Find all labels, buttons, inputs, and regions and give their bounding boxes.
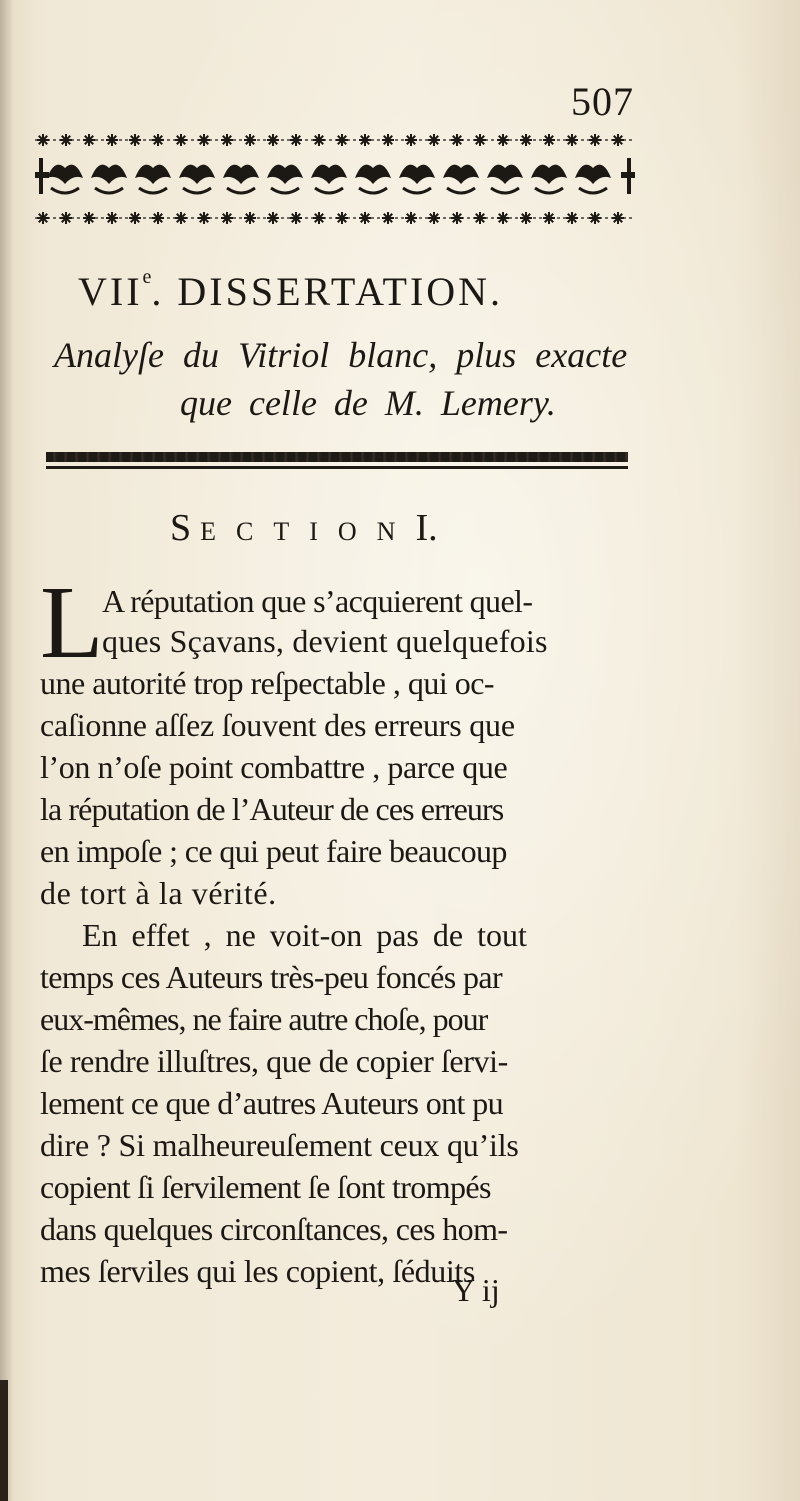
body-line: copient ſi ſervilement ſe ſont trompés bbox=[40, 1169, 491, 1205]
body-line: eux-mêmes, ne faire autre choſe, pour bbox=[40, 1001, 488, 1037]
gutter-shadow bbox=[0, 0, 14, 1501]
section-initial: S bbox=[170, 507, 192, 549]
subtitle-line-2: que celle de M. Lemery. bbox=[180, 383, 556, 423]
body-line: caſionne aſſez ſouvent des erreurs que bbox=[40, 707, 515, 743]
section-word: ECTION bbox=[200, 517, 416, 546]
body-line: dans quelques circonſtances, ces hom- bbox=[40, 1211, 508, 1247]
body-line: ſe rendre illuſtres, que de copier ſervi- bbox=[40, 1043, 508, 1079]
heading-numeral: VII bbox=[78, 269, 143, 314]
body-line: A réputation que s’acquierent quel- bbox=[102, 583, 533, 619]
body-line: temps ces Auteurs très-peu foncés par bbox=[40, 959, 503, 995]
ornamental-rule bbox=[46, 452, 628, 462]
body-line: l’on n’oſe point combattre , parce que bbox=[40, 749, 508, 785]
drop-cap: L bbox=[40, 565, 104, 680]
body-line: En effet , ne voit-on pas de tout bbox=[82, 917, 527, 953]
body-line: lement ce que d’autres Auteurs ont pu bbox=[40, 1085, 503, 1121]
body-line: dire ? Si malheureuſement ceux qu’ils bbox=[40, 1127, 519, 1163]
body-line: une autorité trop reſpectable , qui oc- bbox=[40, 665, 495, 701]
fleuron-band-icon bbox=[35, 126, 635, 246]
section-numeral: I. bbox=[415, 507, 438, 549]
page-number: 507 bbox=[571, 79, 634, 124]
subtitle-line-1: Analyſe du Vitriol blanc, plus exacte bbox=[54, 335, 628, 375]
spine-edge bbox=[0, 1380, 8, 1501]
body-line: mes ſerviles qui les copient, ſéduits bbox=[40, 1253, 475, 1289]
body-line: en impoſe ; ce qui peut faire beaucoup bbox=[40, 833, 507, 869]
heading-text: . DISSERTATION. bbox=[151, 269, 504, 314]
body-line: la réputation de l’Auteur de ces erreurs bbox=[40, 791, 504, 827]
heading-superscript: e bbox=[142, 266, 152, 288]
section-heading bbox=[170, 506, 438, 550]
thin-rule bbox=[46, 466, 628, 469]
dissertation-heading bbox=[78, 266, 678, 315]
signature-mark: Y ij bbox=[452, 1272, 500, 1308]
body-line: ques Sçavans, devient quelquefois bbox=[102, 623, 548, 659]
body-line: de tort à la vérité. bbox=[40, 875, 277, 911]
